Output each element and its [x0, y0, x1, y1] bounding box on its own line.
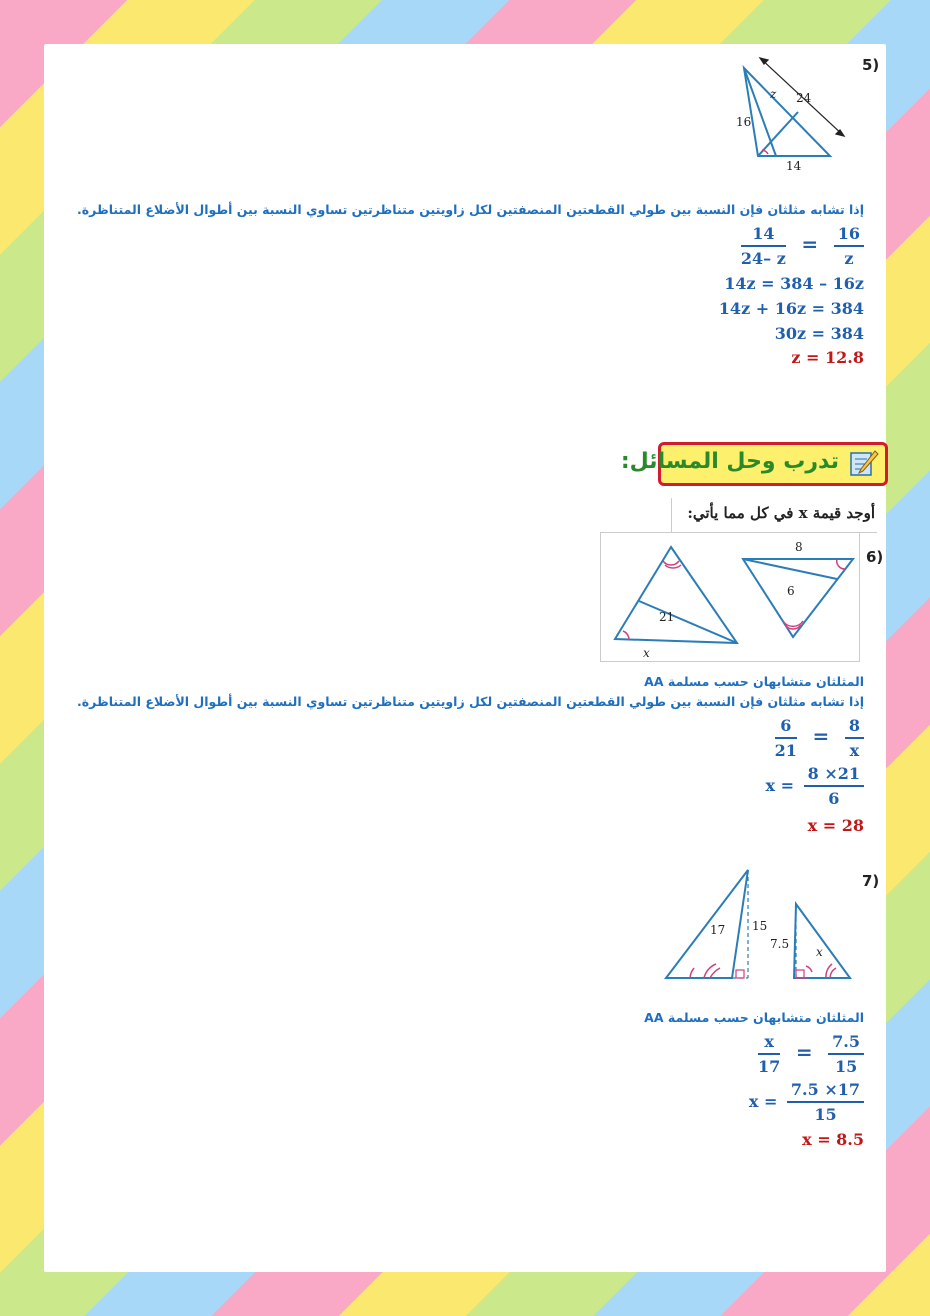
problem-7-reason: المثلثان متشابهان حسب مسلمة AA [644, 1010, 864, 1025]
problem-5-figure [734, 54, 864, 173]
solve-fraction [787, 1080, 864, 1124]
equals-sign: = [801, 231, 819, 256]
fraction-numerator: 14 [741, 224, 786, 247]
fraction-denominator: 17 [757, 1057, 781, 1076]
fraction-numerator: x [758, 1032, 780, 1055]
fraction-denominator: 21 [774, 741, 797, 760]
figure-label-15: 15 [752, 919, 768, 933]
figure-label-17: 17 [710, 923, 726, 937]
fraction-denominator: 15 [814, 1105, 837, 1124]
problem-6-solve [766, 764, 864, 808]
problem-6-answer [808, 816, 864, 835]
fraction-right [845, 716, 864, 760]
figure-label-21: 21 [659, 610, 675, 624]
answer-value: x = 28 [807, 816, 864, 835]
problem-7-proportion [758, 1032, 864, 1076]
figure-label-14: 14 [786, 159, 802, 173]
figure-label-24: 24 [796, 91, 812, 105]
problem-6-proportion [775, 716, 864, 760]
fraction-numerator: 8 [845, 716, 864, 739]
problem-5-number: 5) [862, 56, 880, 74]
fraction-denominator: x [849, 741, 860, 760]
problem-6-statement: إذا تشابه مثلثان فإن النسبة بين طولي القطعتين المنصفتين لكل زاويتين متناظرتين تساوي النسبة بين أطوال الأضلاع المتناظرة. [77, 694, 864, 709]
solve-fraction [804, 764, 864, 808]
problem-7-number: 7) [862, 872, 880, 890]
problem-7-solve [749, 1080, 864, 1124]
fraction-left [741, 224, 786, 268]
fraction-numerator: 6 [775, 716, 797, 739]
problem-6-number: 6) [866, 548, 884, 566]
pencil-notepad-icon [849, 449, 879, 477]
figure-label-6: 6 [787, 584, 795, 598]
problem-6-figure [600, 532, 860, 662]
fraction-numerator: 8 ×21 [804, 764, 864, 787]
figure-label-x: x [643, 646, 650, 660]
fraction-denominator: 6 [828, 789, 840, 808]
figure-label-7-5: 7.5 [770, 937, 790, 951]
problem-6-reason: المثلثان متشابهان حسب مسلمة AA [644, 674, 864, 689]
answer-value: z = 12.8 [791, 348, 864, 367]
problem-5-answer [791, 348, 864, 367]
x-equals: x = [765, 775, 795, 795]
equals-sign: = [795, 1039, 813, 1064]
problem-7-figure [660, 864, 856, 984]
instruction-text: أوجد قيمة x في كل مما يأتي: [687, 504, 875, 522]
equals-sign: = [812, 723, 830, 748]
figure-label-16: 16 [736, 115, 752, 129]
answer-value: x = 8.5 [802, 1130, 864, 1149]
problem-5-proportion [741, 224, 864, 268]
fraction-right [828, 1032, 864, 1076]
section-title-badge [620, 442, 888, 486]
worksheet-page [44, 44, 886, 1272]
fraction-denominator: 15 [834, 1057, 858, 1076]
fraction-right [834, 224, 864, 268]
problem-5-statement: إذا تشابه مثلثان فإن النسبة بين طولي القطعتين المنصفتين لكل زاويتين متناظرتين تساوي النسبة بين أطوال الأضلاع المتناظرة. [77, 202, 864, 217]
fraction-numerator: 7.5 ×17 [787, 1080, 864, 1103]
fraction-denominator: z [844, 249, 854, 268]
figure-label-x: x [816, 945, 823, 959]
fraction-denominator: 24– z [740, 249, 786, 268]
problem-7-answer [802, 1130, 864, 1149]
instruction-box [671, 498, 877, 533]
problem-5-step-2: 14z + 16z = 384 [718, 299, 864, 318]
fraction-numerator: 7.5 [828, 1032, 864, 1055]
problem-5-step-1: 14z = 384 – 16z [724, 274, 864, 293]
figure-label-8: 8 [795, 540, 803, 554]
fraction-numerator: 16 [834, 224, 864, 247]
figure-label-z: z [770, 87, 777, 101]
problem-5-step-3: 30z = 384 [774, 324, 864, 343]
fraction-left [758, 1032, 780, 1076]
section-title: تدرب وحل المسائل: [620, 449, 839, 474]
fraction-left [775, 716, 797, 760]
x-equals: x = [748, 1091, 778, 1111]
